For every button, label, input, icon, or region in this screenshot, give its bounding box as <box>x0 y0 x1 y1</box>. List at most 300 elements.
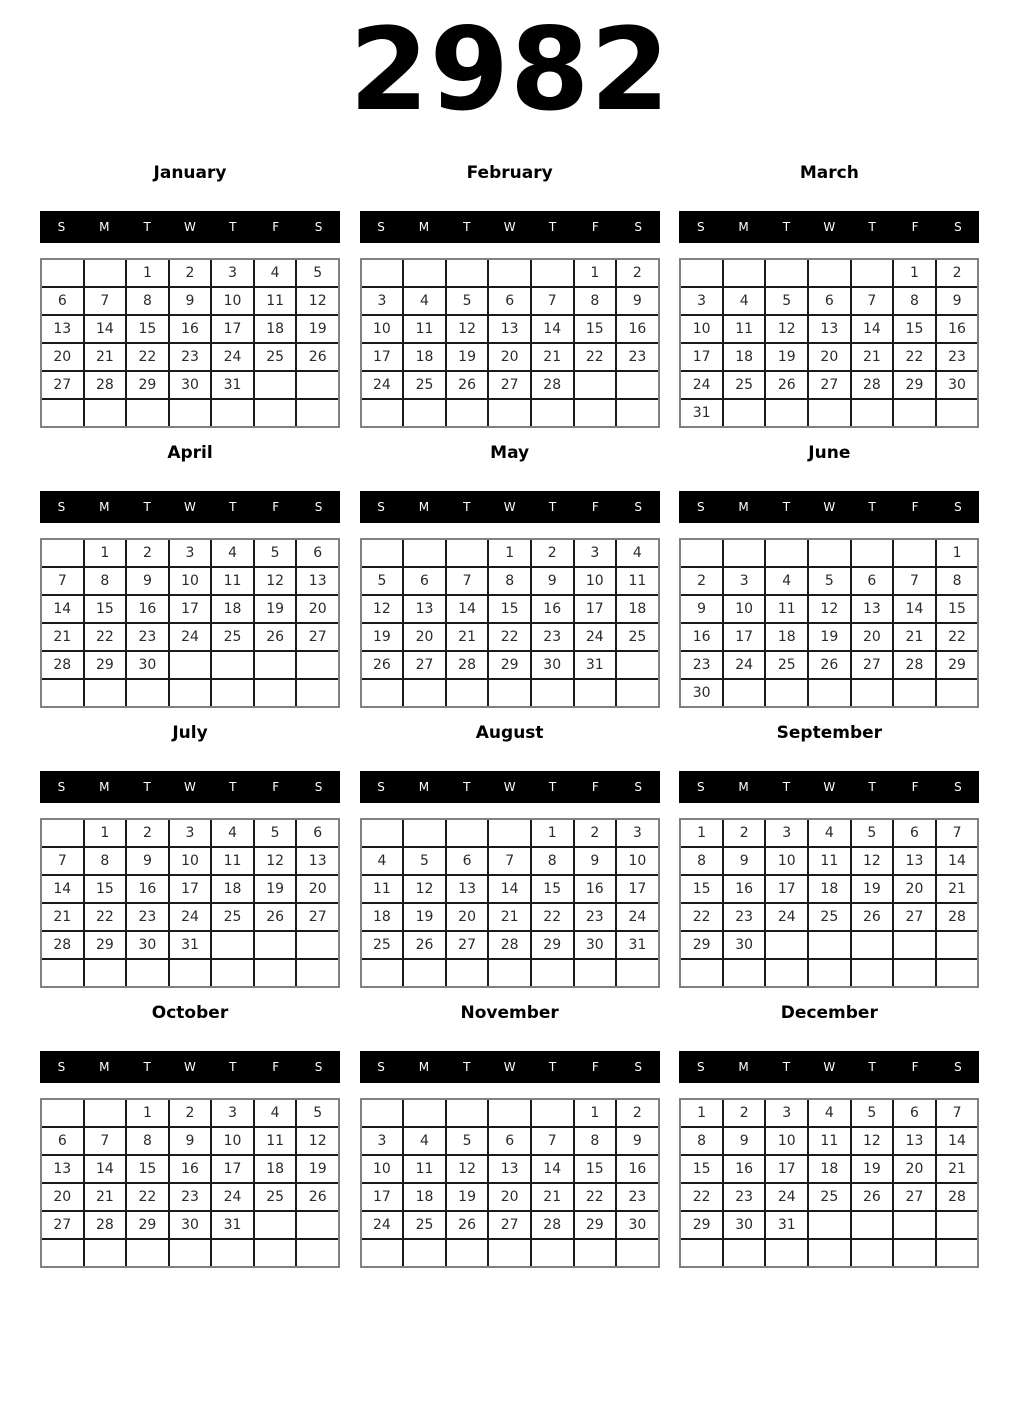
date-cell: 3 <box>681 288 722 314</box>
date-cell: 15 <box>894 316 935 342</box>
date-cell: 16 <box>127 876 168 902</box>
weekday-label: S <box>954 500 962 515</box>
date-cell: 28 <box>532 1212 573 1238</box>
date-cell: 17 <box>362 344 403 370</box>
weekday-header-row <box>360 1051 660 1083</box>
empty-cell <box>852 260 893 286</box>
weekday-label: W <box>184 500 196 515</box>
empty-cell <box>255 960 296 986</box>
date-cell: 27 <box>809 372 850 398</box>
date-cell: 20 <box>42 1184 83 1210</box>
empty-cell <box>255 932 296 958</box>
empty-cell <box>42 960 83 986</box>
date-cell: 27 <box>852 652 893 678</box>
empty-cell <box>255 680 296 706</box>
date-cell: 19 <box>852 1156 893 1182</box>
date-cell: 22 <box>575 1184 616 1210</box>
empty-cell <box>489 960 530 986</box>
date-cell: 10 <box>766 1128 807 1154</box>
date-cell: 28 <box>85 1212 126 1238</box>
date-cell: 30 <box>724 932 765 958</box>
weekday-label: M <box>99 780 110 795</box>
weekday-label: S <box>696 1060 705 1075</box>
empty-cell <box>617 1240 658 1266</box>
empty-cell <box>532 1100 573 1126</box>
weekday-label: S <box>377 780 385 795</box>
weekday-label: T <box>143 220 151 235</box>
date-cell: 3 <box>575 540 616 566</box>
empty-cell <box>532 260 573 286</box>
date-cell: 26 <box>447 1212 488 1238</box>
date-cell: 15 <box>127 1156 168 1182</box>
weekday-label: T <box>548 780 557 795</box>
date-cell: 9 <box>937 288 978 314</box>
date-cell: 6 <box>404 568 445 594</box>
date-cell: 29 <box>894 372 935 398</box>
date-cell: 10 <box>170 568 211 594</box>
date-cell: 23 <box>170 1184 211 1210</box>
date-grid <box>360 818 660 988</box>
empty-cell <box>852 1240 893 1266</box>
date-cell: 25 <box>617 624 658 650</box>
date-cell: 16 <box>724 1156 765 1182</box>
empty-cell <box>809 680 850 706</box>
date-cell: 27 <box>297 904 338 930</box>
date-cell: 9 <box>532 568 573 594</box>
date-cell: 23 <box>617 1184 658 1210</box>
date-cell: 30 <box>170 372 211 398</box>
date-cell: 17 <box>212 316 253 342</box>
weekday-header-row <box>679 211 979 243</box>
empty-cell <box>297 400 338 426</box>
date-cell: 21 <box>532 1184 573 1210</box>
empty-cell <box>809 1240 850 1266</box>
date-cell: 10 <box>212 288 253 314</box>
weekday-header-row <box>40 211 340 243</box>
empty-cell <box>532 400 573 426</box>
weekday-label: T <box>463 1060 471 1075</box>
weekday-label: S <box>57 220 66 235</box>
date-cell: 25 <box>809 904 850 930</box>
weekday-label: W <box>503 780 516 795</box>
date-cell: 13 <box>42 316 83 342</box>
empty-cell <box>681 1240 722 1266</box>
date-cell: 10 <box>724 596 765 622</box>
empty-cell <box>212 652 253 678</box>
date-cell: 7 <box>42 848 83 874</box>
month-title: June <box>808 443 851 464</box>
date-cell: 21 <box>447 624 488 650</box>
date-cell: 11 <box>809 848 850 874</box>
date-cell: 13 <box>894 1128 935 1154</box>
date-cell: 27 <box>894 1184 935 1210</box>
weekday-label: M <box>738 500 749 515</box>
date-cell: 18 <box>809 1156 850 1182</box>
weekday-label: M <box>738 220 749 235</box>
date-cell: 8 <box>127 1128 168 1154</box>
date-cell: 5 <box>255 540 296 566</box>
weekday-label: S <box>57 1060 66 1075</box>
empty-cell <box>617 400 658 426</box>
date-cell: 12 <box>255 848 296 874</box>
empty-cell <box>170 1240 211 1266</box>
empty-cell <box>617 652 658 678</box>
date-cell: 6 <box>42 1128 83 1154</box>
date-cell: 3 <box>766 820 807 846</box>
date-cell: 15 <box>532 876 573 902</box>
weekday-label: T <box>229 1060 237 1075</box>
empty-cell <box>127 400 168 426</box>
date-cell: 31 <box>170 932 211 958</box>
date-cell: 23 <box>937 344 978 370</box>
weekday-label: T <box>868 780 876 795</box>
date-cell: 29 <box>937 652 978 678</box>
date-cell: 8 <box>85 568 126 594</box>
date-cell: 5 <box>447 1128 488 1154</box>
date-cell: 5 <box>297 1100 338 1126</box>
weekday-label: S <box>634 500 643 515</box>
date-cell: 3 <box>362 1128 403 1154</box>
empty-cell <box>447 1100 488 1126</box>
empty-cell <box>85 260 126 286</box>
date-cell: 27 <box>297 624 338 650</box>
weekday-label: S <box>377 220 385 235</box>
date-cell: 2 <box>127 820 168 846</box>
date-cell: 12 <box>447 316 488 342</box>
date-cell: 24 <box>766 904 807 930</box>
date-cell: 23 <box>127 904 168 930</box>
empty-cell <box>362 260 403 286</box>
weekday-label: T <box>868 1060 876 1075</box>
empty-cell <box>170 680 211 706</box>
empty-cell <box>852 1212 893 1238</box>
date-cell: 5 <box>447 288 488 314</box>
date-cell: 23 <box>532 624 573 650</box>
date-cell: 31 <box>766 1212 807 1238</box>
date-cell: 3 <box>362 288 403 314</box>
date-cell: 29 <box>85 932 126 958</box>
empty-cell <box>766 932 807 958</box>
date-cell: 20 <box>852 624 893 650</box>
date-cell: 10 <box>362 316 403 342</box>
date-cell: 5 <box>809 568 850 594</box>
month-title: November <box>460 1003 559 1024</box>
date-cell: 10 <box>766 848 807 874</box>
empty-cell <box>575 960 616 986</box>
weekday-label: T <box>868 500 876 515</box>
empty-cell <box>255 652 296 678</box>
date-cell: 19 <box>255 596 296 622</box>
date-cell: 5 <box>852 1100 893 1126</box>
date-cell: 20 <box>489 344 530 370</box>
date-cell: 22 <box>937 624 978 650</box>
date-cell: 6 <box>489 1128 530 1154</box>
date-cell: 25 <box>212 624 253 650</box>
date-cell: 30 <box>127 932 168 958</box>
date-cell: 8 <box>532 848 573 874</box>
date-grid <box>360 258 660 428</box>
empty-cell <box>937 680 978 706</box>
empty-cell <box>212 680 253 706</box>
date-cell: 2 <box>575 820 616 846</box>
date-cell: 22 <box>681 904 722 930</box>
date-cell: 21 <box>42 904 83 930</box>
weekday-label: T <box>548 1060 557 1075</box>
date-cell: 17 <box>170 596 211 622</box>
weekday-header-row <box>40 1051 340 1083</box>
date-cell: 23 <box>127 624 168 650</box>
empty-cell <box>170 652 211 678</box>
date-cell: 26 <box>297 344 338 370</box>
empty-cell <box>447 680 488 706</box>
empty-cell <box>532 1240 573 1266</box>
date-cell: 3 <box>766 1100 807 1126</box>
date-cell: 19 <box>297 1156 338 1182</box>
date-cell: 4 <box>255 1100 296 1126</box>
month-title: March <box>799 163 859 184</box>
date-cell: 18 <box>255 1156 296 1182</box>
empty-cell <box>852 400 893 426</box>
date-cell: 20 <box>297 596 338 622</box>
empty-cell <box>255 1212 296 1238</box>
date-cell: 21 <box>852 344 893 370</box>
month-title: October <box>151 1003 229 1024</box>
date-cell: 21 <box>894 624 935 650</box>
date-cell: 29 <box>681 1212 722 1238</box>
empty-cell <box>212 960 253 986</box>
date-cell: 27 <box>489 1212 530 1238</box>
date-cell: 11 <box>404 1156 445 1182</box>
date-cell: 23 <box>170 344 211 370</box>
weekday-label: T <box>782 1060 791 1075</box>
empty-cell <box>212 1240 253 1266</box>
date-cell: 5 <box>362 568 403 594</box>
date-cell: 13 <box>852 596 893 622</box>
empty-cell <box>85 680 126 706</box>
weekday-label: S <box>634 780 643 795</box>
date-cell: 21 <box>532 344 573 370</box>
date-grid <box>40 818 340 988</box>
date-grid <box>679 1098 979 1268</box>
month-title: July <box>172 723 208 744</box>
date-cell: 20 <box>447 904 488 930</box>
weekday-label: T <box>143 780 151 795</box>
year-title: 2982 <box>349 3 671 136</box>
date-cell: 29 <box>127 372 168 398</box>
date-cell: 13 <box>42 1156 83 1182</box>
month-title: August <box>475 723 544 744</box>
date-cell: 26 <box>255 624 296 650</box>
date-cell: 22 <box>681 1184 722 1210</box>
date-cell: 27 <box>489 372 530 398</box>
weekday-label: T <box>782 780 791 795</box>
date-cell: 19 <box>404 904 445 930</box>
date-cell: 23 <box>681 652 722 678</box>
date-cell: 1 <box>489 540 530 566</box>
date-cell: 28 <box>42 652 83 678</box>
weekday-label: T <box>782 500 791 515</box>
empty-cell <box>617 372 658 398</box>
date-cell: 6 <box>852 568 893 594</box>
weekday-header-row <box>679 491 979 523</box>
date-cell: 29 <box>489 652 530 678</box>
date-cell: 1 <box>681 1100 722 1126</box>
empty-cell <box>42 820 83 846</box>
weekday-label: F <box>591 500 599 515</box>
date-cell: 12 <box>447 1156 488 1182</box>
empty-cell <box>489 260 530 286</box>
date-cell: 13 <box>489 1156 530 1182</box>
date-cell: 24 <box>575 624 616 650</box>
weekday-label: W <box>823 500 836 515</box>
empty-cell <box>362 540 403 566</box>
date-grid <box>360 1098 660 1268</box>
empty-cell <box>447 820 488 846</box>
month-block-october <box>40 1001 340 1268</box>
date-cell: 7 <box>937 820 978 846</box>
date-cell: 14 <box>447 596 488 622</box>
date-cell: 23 <box>617 344 658 370</box>
empty-cell <box>297 1240 338 1266</box>
date-cell: 26 <box>362 652 403 678</box>
date-cell: 9 <box>617 288 658 314</box>
date-cell: 27 <box>894 904 935 930</box>
empty-cell <box>894 960 935 986</box>
weekday-label: W <box>503 220 516 235</box>
date-cell: 16 <box>681 624 722 650</box>
date-cell: 19 <box>297 316 338 342</box>
date-cell: 4 <box>212 820 253 846</box>
empty-cell <box>575 372 616 398</box>
date-cell: 14 <box>894 596 935 622</box>
date-grid <box>679 818 979 988</box>
date-cell: 20 <box>42 344 83 370</box>
empty-cell <box>766 1240 807 1266</box>
weekday-label: T <box>463 780 471 795</box>
date-cell: 26 <box>255 904 296 930</box>
empty-cell <box>127 1240 168 1266</box>
date-cell: 1 <box>894 260 935 286</box>
month-title: December <box>780 1003 878 1024</box>
empty-cell <box>681 260 722 286</box>
weekday-label: S <box>954 220 962 235</box>
month-block-january <box>40 161 340 428</box>
date-cell: 12 <box>809 596 850 622</box>
date-cell: 16 <box>127 596 168 622</box>
date-cell: 9 <box>127 568 168 594</box>
weekday-label: F <box>911 780 919 795</box>
empty-cell <box>575 680 616 706</box>
weekday-header-row <box>679 771 979 803</box>
date-cell: 22 <box>894 344 935 370</box>
date-cell: 1 <box>937 540 978 566</box>
date-cell: 17 <box>575 596 616 622</box>
date-cell: 8 <box>85 848 126 874</box>
date-cell: 8 <box>937 568 978 594</box>
date-cell: 15 <box>85 596 126 622</box>
date-cell: 21 <box>937 876 978 902</box>
empty-cell <box>297 372 338 398</box>
empty-cell <box>85 960 126 986</box>
date-cell: 15 <box>937 596 978 622</box>
empty-cell <box>42 260 83 286</box>
date-cell: 2 <box>681 568 722 594</box>
date-cell: 30 <box>937 372 978 398</box>
date-cell: 26 <box>852 1184 893 1210</box>
empty-cell <box>937 960 978 986</box>
date-cell: 22 <box>127 344 168 370</box>
date-cell: 2 <box>617 260 658 286</box>
date-grid <box>679 258 979 428</box>
date-cell: 17 <box>724 624 765 650</box>
empty-cell <box>681 960 722 986</box>
weekday-header-row <box>40 771 340 803</box>
date-cell: 22 <box>575 344 616 370</box>
date-cell: 20 <box>489 1184 530 1210</box>
month-block-march <box>679 161 979 428</box>
weekday-header-row <box>40 491 340 523</box>
date-cell: 31 <box>575 652 616 678</box>
date-cell: 14 <box>85 316 126 342</box>
weekday-label: S <box>57 780 66 795</box>
empty-cell <box>447 1240 488 1266</box>
weekday-label: F <box>591 780 599 795</box>
weekday-label: M <box>99 500 110 515</box>
date-cell: 11 <box>809 1128 850 1154</box>
date-cell: 14 <box>85 1156 126 1182</box>
date-cell: 1 <box>85 820 126 846</box>
empty-cell <box>447 960 488 986</box>
weekday-label: S <box>954 1060 962 1075</box>
weekday-label: F <box>591 220 599 235</box>
date-cell: 10 <box>575 568 616 594</box>
weekday-label: F <box>272 780 280 795</box>
date-cell: 16 <box>575 876 616 902</box>
date-cell: 22 <box>489 624 530 650</box>
date-cell: 18 <box>255 316 296 342</box>
empty-cell <box>362 1100 403 1126</box>
empty-cell <box>404 820 445 846</box>
date-cell: 21 <box>42 624 83 650</box>
date-cell: 7 <box>937 1100 978 1126</box>
weekday-label: W <box>823 1060 836 1075</box>
weekday-label: F <box>272 500 280 515</box>
empty-cell <box>575 400 616 426</box>
date-cell: 19 <box>255 876 296 902</box>
weekday-label: T <box>143 1060 151 1075</box>
date-cell: 12 <box>404 876 445 902</box>
date-cell: 10 <box>617 848 658 874</box>
empty-cell <box>937 932 978 958</box>
date-cell: 25 <box>724 372 765 398</box>
date-cell: 18 <box>212 876 253 902</box>
date-cell: 8 <box>681 1128 722 1154</box>
date-cell: 8 <box>894 288 935 314</box>
date-cell: 4 <box>809 820 850 846</box>
date-cell: 29 <box>532 932 573 958</box>
date-cell: 4 <box>809 1100 850 1126</box>
date-cell: 24 <box>170 904 211 930</box>
empty-cell <box>724 260 765 286</box>
date-cell: 19 <box>852 876 893 902</box>
month-title: January <box>153 163 227 184</box>
empty-cell <box>85 1100 126 1126</box>
date-cell: 13 <box>489 316 530 342</box>
empty-cell <box>724 540 765 566</box>
date-cell: 11 <box>724 316 765 342</box>
date-cell: 12 <box>362 596 403 622</box>
empty-cell <box>42 1240 83 1266</box>
